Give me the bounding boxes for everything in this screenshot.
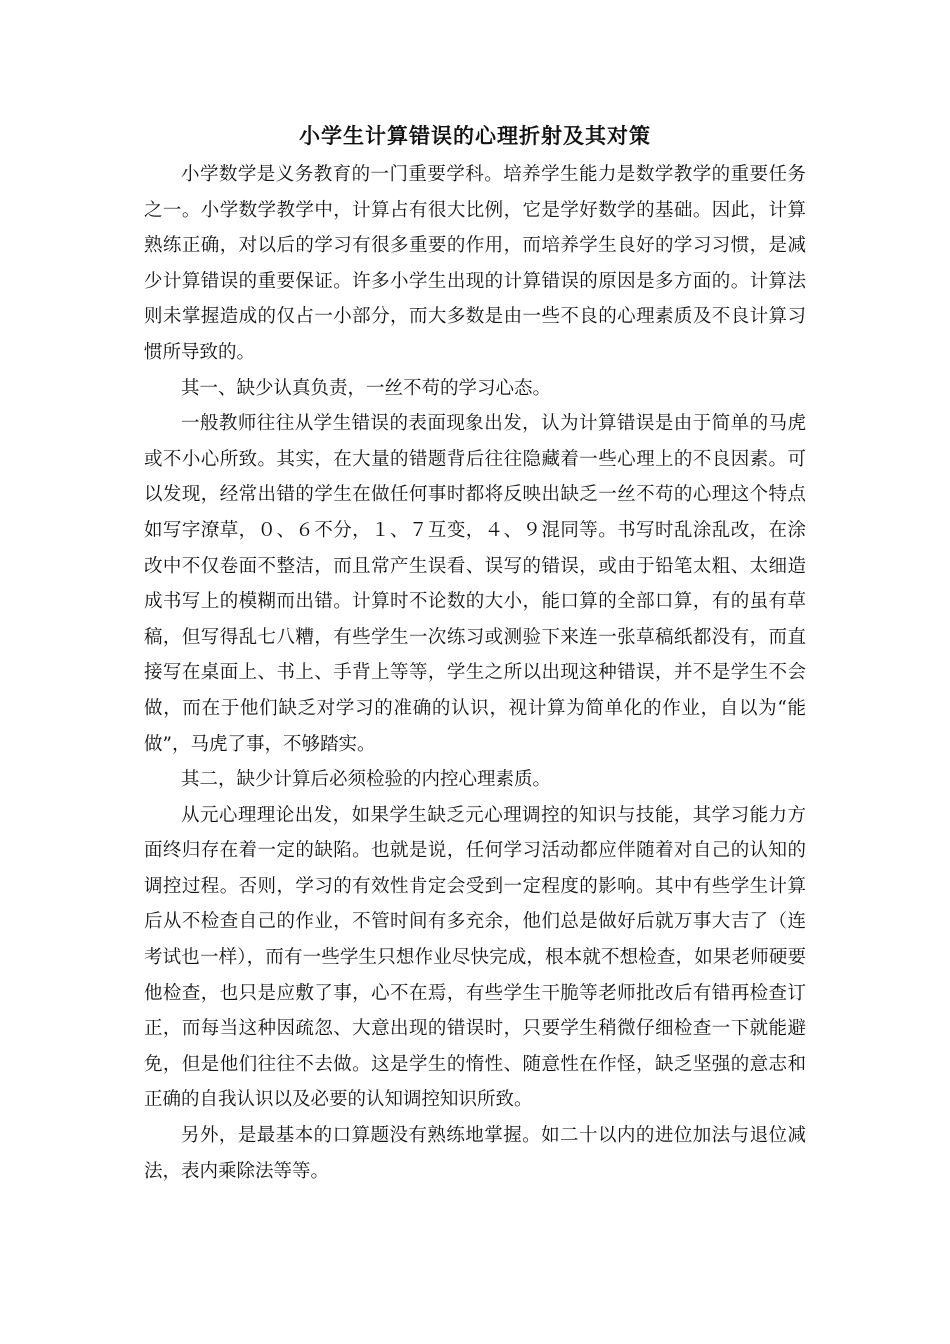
paragraph-heading-two: 其二，缺少计算后必须检验的内控心理素质。 — [181, 769, 552, 791]
paragraph-intro: 小学数学是义务教育的一门重要学科。培养学生能力是数学教学的重要任务之一。小学数学教学中，计算占有很大比例，它是学好数学的基础。因此，计算熟练正确，对以后的学习有很多重要的作用，而培养学生良好的学习习惯，是减少计算错误的重要保证。许多小学生出现的计算错误的原因是多方面的。计算法则未掌握造成的仅占一小部分，而大多数是由一些不良的心理素质及不良计算习惯所导致的。 — [144, 164, 806, 363]
paragraph-reason-one: 一般教师往往从学生错误的表面现象出发，认为计算错误是由于简单的马虎或不小心所致。其实，在大量的错题背后往往隐藏着一些心理上的不良因素。可以发现，经常出错的学生在做任何事时都将反映出缺乏一丝不苟的心理这个特点如写字潦草，０、６不分，１、７互变，４、９混同等。书写时乱涂乱改，在涂改中不仅卷面不整洁，而且常产生误看、误写的错误，或由于铅笔太粗、太细造成书写上的模糊而出错。计算时不论数的大小，能口算的全部口算，有的虽有草稿，但写得乱七八糟，有些学生一次练习或测验下来连一张草稿纸都没有，而直接写在桌面上、书上、手背上等等，学生之所以出现这种错误，并不是学生不会做，而在于他们缺乏对学习的准确的认识，视计算为简单化的作业，自以为“能做”，马虎了事，不够踏实。 — [144, 413, 806, 755]
paragraph-reason-two: 从元心理理论出发，如果学生缺乏元心理调控的知识与技能，其学习能力方面终归存在着一定的缺陷。也就是说，任何学习活动都应伴随着对自己的认知的调控过程。否则，学习的有效性肯定会受到一定程度的影响。其中有些学生计算后从不检查自己的作业，不管时间有多充余，他们总是做好后就万事大吉了（连考试也一样），而有一些学生只想作业尽快完成，根本就不想检查，如果老师硬要他检查，也只是应敷了事，心不在焉，有些学生干脆等老师批改后有错再检查订正，而每当这种因疏忽、大意出现的错误时，只要学生稍微仔细检查一下就能避免，但是他们往往不去做。这是学生的惰性、随意性在作怪，缺乏坚强的意志和正确的自我认识以及必要的认知调控知识所致。 — [144, 804, 806, 1111]
document-title: 小学生计算错误的心理折射及其对策 — [299, 123, 651, 148]
document-body — [144, 157, 806, 1189]
paragraph-additional: 另外，是最基本的口算题没有熟练地掌握。如二十以内的进位加法与退位减法，表内乘除法等等。 — [144, 1125, 806, 1182]
paragraph-heading-one: 其一、缺少认真负责，一丝不苟的学习心态。 — [181, 377, 552, 399]
